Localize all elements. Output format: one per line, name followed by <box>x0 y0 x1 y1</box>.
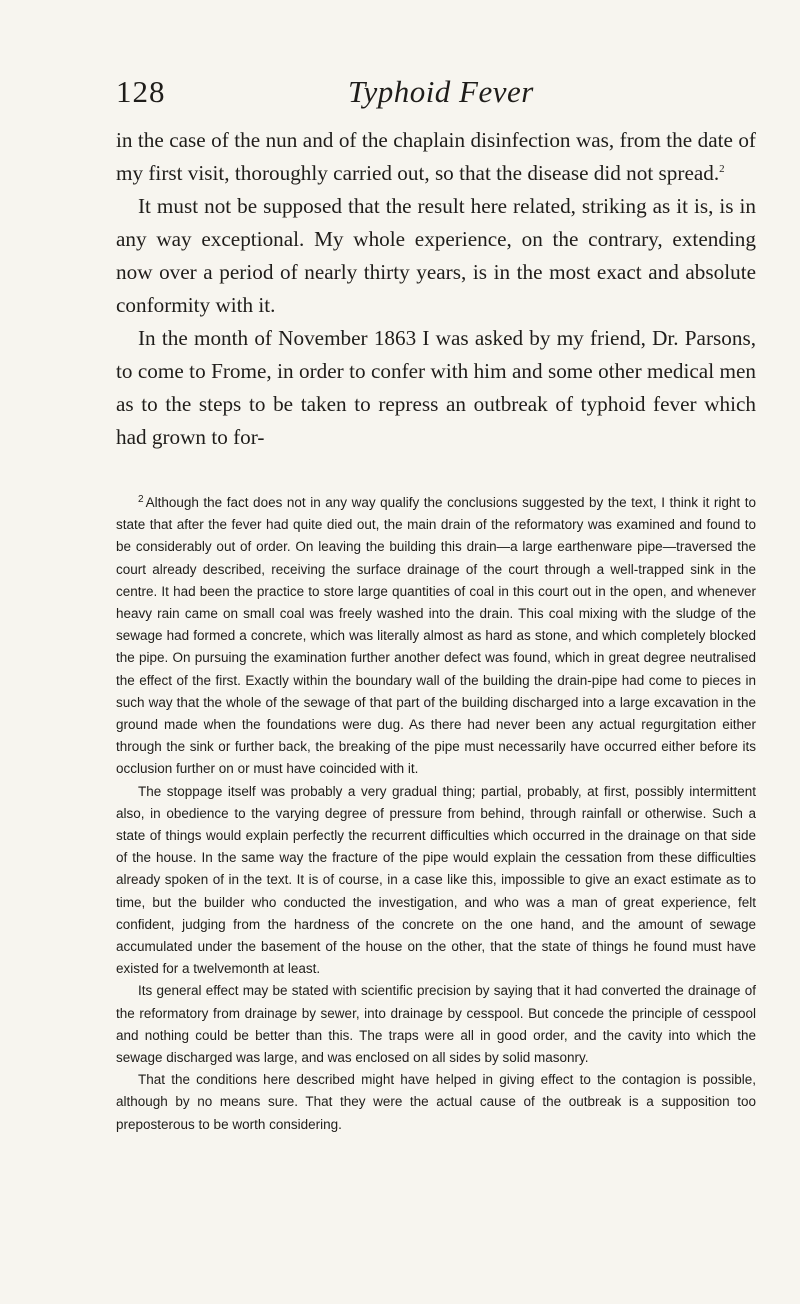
paragraph-2: It must not be supposed that the result here related, striking as it is, is in any way exceptional. My whole experience, on the contrary, extending now over a period of nearly thirty years, is in the most exact and absolute conformity with it. <box>116 194 756 317</box>
paragraph-3: In the month of November 1863 I was asked by my friend, Dr. Parsons, to come to Frome, in order to confer with him and some other medical men as to the steps to be taken to repress an outbreak of typhoid fever which had grown to for- <box>116 326 756 449</box>
footnote-paragraph-4: That the conditions here described might have helped in giving effect to the contagion is possible, although by no means sure. That they were the actual cause of the outbreak is a supposition too preposterous to be worth considering. <box>116 1072 756 1132</box>
page-header <box>116 72 756 112</box>
footnote-paragraph-3: Its general effect may be stated with scientific precision by saying that it had converted the drainage of the reformatory from drainage by sewer, into drainage by cesspool. But concede the principle of cesspool and nothing could be better than this. The traps were all in good order, and the cavity into which the sewage discharged was large, and was enclosed on all sides by solid masonry. <box>116 983 756 1066</box>
footnote <box>116 492 756 1136</box>
main-text <box>116 124 756 454</box>
running-head: Typhoid Fever <box>348 74 534 109</box>
footnote-paragraph-1-text: Although the fact does not in any way qualify the conclusions suggested by the text, I think it right to state that after the fever had quite died out, the main drain of the reformatory was examined and found to be considerably out of order. On leaving the building this drain—a large earthenware pipe—traversed the court already described, receiving the surface drainage of the court through a well-trapped sink in the centre. It had been the practice to store large quantities of coal in this court out in the open, and whenever heavy rain came on small coal was freely washed into the drain. This coal mixing with the sludge of the sewage had formed a concrete, which was literally almost as hard as stone, and which completely blocked the pipe. On pursuing the examination further another defect was found, which in great degree neutralised the effect of the first. Exactly within the boundary wall of the building the drain-pipe had come to pieces in such way that the whole of the sewage of that part of the building discharged into a large excavation in the ground made when the foundations were dug. As there had never been any actual regurgitation either through the sink or further back, the breaking of the pipe must necessarily have occurred either before its occlusion further on or must have coincided with it. <box>116 495 756 777</box>
footnote-paragraph-2: The stoppage itself was probably a very gradual thing; partial, probably, at first, possibly intermittent also, in obedience to the varying degree of pressure from behind, through rainfall or otherwise. Such a state of things would explain perfectly the recurrent difficulties which occurred in the drainage on that side of the house. In the same way the fracture of the pipe would explain the cessation from these difficulties already spoken of in the text. It is of course, in a case like this, impossible to give an exact estimate as to time, but the builder who conducted the investigation, and who was a man of great experience, felt confident, judging from the hardness of the concrete on the one hand, and the amount of sewage accumulated under the basement of the house on the other, that the state of things he found must have existed for a twelvemonth at least. <box>116 783 756 977</box>
page-number: 128 <box>116 74 166 109</box>
footnote-reference: 2 <box>719 162 725 175</box>
footnote-paragraph-1 <box>116 492 756 781</box>
paragraph-1-text: in the case of the nun and of the chaplain disinfection was, from the date of my first visit, thoroughly carried out, so that the disease did not spread. <box>116 128 756 185</box>
footnote-marker: 2 <box>138 493 144 505</box>
paragraph-1 <box>116 124 756 190</box>
